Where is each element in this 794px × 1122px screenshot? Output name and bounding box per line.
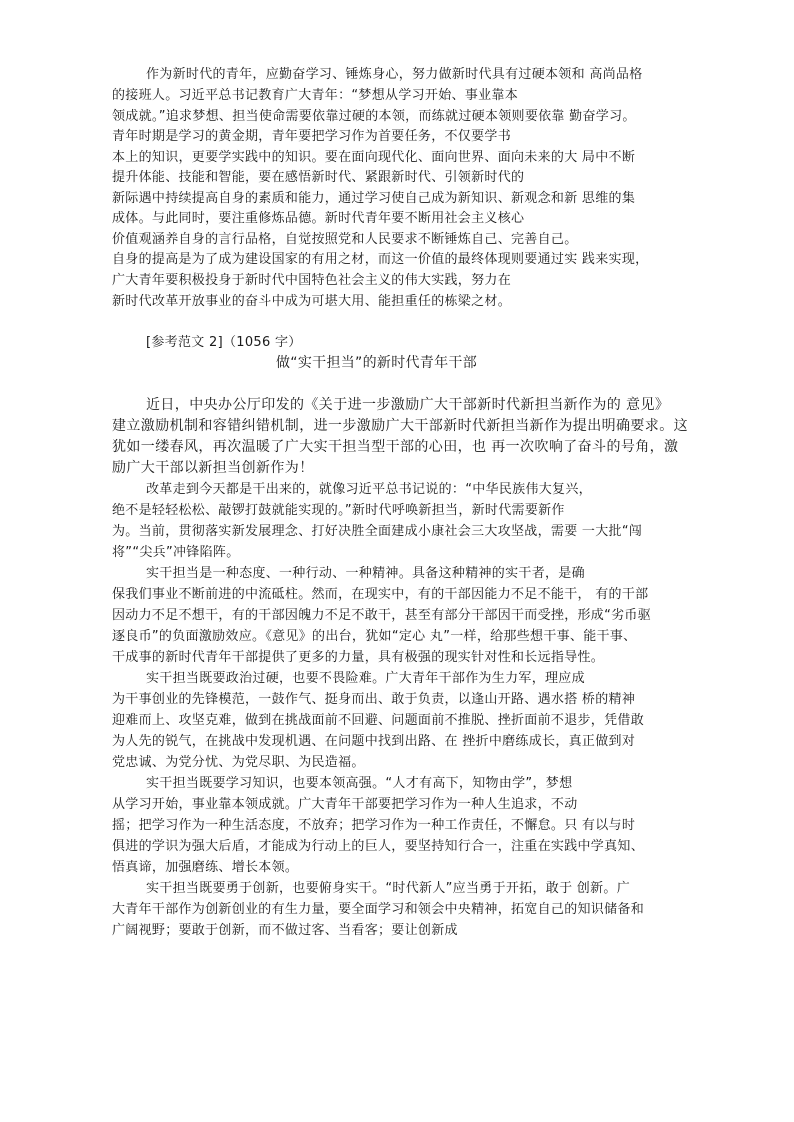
paragraph-line: 成体。与此同时，要注重修炼品德。新时代青年要不断用社会主义核心: [112, 211, 525, 226]
paragraph-line: 将”“尖兵”冲锋陷阵。: [112, 545, 240, 560]
paragraph-line: 的接班人。习近平总书记教育广大青年：“梦想从学习开始、事业靠本: [112, 88, 519, 103]
article-title: 做“实干担当”的新时代青年干部: [276, 355, 478, 371]
paragraph-line: 干成事的新时代青年干部提供了更多的力量，具有极强的现实针对性和长远指导性。: [112, 650, 605, 665]
paragraph-line: 建立激励机制和容错纠错机制，进一步激励广大干部新时代新担当新作为提出明确要求。这: [112, 418, 688, 434]
paragraph-line: 新际遇中持续提高自身的素质和能力，通过学习使自己成为新知识、新观念和新 思维的集: [112, 191, 636, 206]
paragraph-line: 实干担当既要学习知识，也要本领高强。“人才有高下，知物由学”，梦想: [146, 776, 573, 791]
paragraph-line: 实干担当既要政治过硬，也要不畏险难。广大青年干部作为生力军，理应成: [146, 671, 585, 686]
paragraph-line: 悟真谛，加强磨练、增长本领。: [112, 860, 299, 875]
paragraph-line: 犹如一缕春风，再次温暖了广大实干担当型干部的心田，也 再一次吹响了奋斗的号角，激: [112, 439, 679, 455]
paragraph-line: 本上的知识，更要学实践中的知识。要在面向现代化、面向世界、面向未来的大 局中不断: [112, 150, 636, 165]
paragraph-line: 自身的提高是为了成为建设国家的有用之材，而这一价值的最终体现则要通过实 践来实现，: [112, 252, 649, 267]
paragraph-line: 摇；把学习作为一种生活态度，不放弃；把学习作为一种工作责任，不懈怠。只 有以与时: [112, 818, 636, 833]
paragraph-line: 为人先的锐气，在挑战中发现机遇、在问题中找到出路、在 挫折中磨练成长，真正做到对: [112, 734, 636, 749]
paragraph-line: 广阔视野；要敢于创新，而不做过客、当看客；要让创新成: [112, 923, 458, 938]
paragraph-line: 价值观涵养自身的言行品格，自觉按照党和人民要求不断锤炼自己、完善自己。: [112, 232, 578, 247]
paragraph-line: 从学习开始，事业靠本领成就。广大青年干部要把学习作为一种人生追求，不动: [112, 797, 578, 812]
paragraph-line: 为干事创业的先锋模范，一鼓作气、挺身而出、敢于负责，以逢山开路、遇水搭 桥的精神: [112, 692, 636, 707]
paragraph-line: 实干担当既要勇于创新，也要俯身实干。“时代新人”应当勇于开拓，敢于 创新。广: [146, 881, 631, 896]
paragraph-line: 俱进的学识为强大后盾，才能成为行动上的巨人，要坚持知行合一，注重在实践中学真知、: [112, 839, 645, 854]
paragraph-line: 实干担当是一种态度、一种行动、一种精神。具备这种精神的实干者，是确: [146, 566, 585, 581]
paragraph-line: 青年时期是学习的黄金期，青年要把学习作为首要任务，不仅要学书: [112, 129, 512, 144]
paragraph-line: 提升体能、技能和智能，要在感悟新时代、紧跟新时代、引领新时代的: [112, 170, 525, 185]
paragraph-line: 保我们事业不断前进的中流砥柱。然而，在现实中，有的干部因能力不足不能干， 有的干部: [112, 587, 649, 602]
paragraph-line: 近日，中央办公厅印发的《关于进一步激励广大干部新时代新担当新作为的 意见》: [146, 397, 670, 413]
reference-label: [参考范文 2]（1056 字）: [146, 335, 302, 350]
paragraph-line: 大青年干部作为创新创业的有生力量，要全面学习和领会中央精神，拓宽自己的知识储备和: [112, 902, 645, 917]
paragraph-line: 逐良币”的负面激励效应。《意见》的出台，犹如“定心 丸”一样，给那些想干事、能干事、: [112, 629, 637, 644]
paragraph-line: 绝不是轻轻松松、敲锣打鼓就能实现的。”新时代呼唤新担当，新时代需要新作: [112, 503, 565, 518]
paragraph-line: 党忠诚、为党分忧、为党尽职、为民造福。: [112, 755, 365, 770]
paragraph-line: 励广大干部以新担当创新作为！: [112, 460, 314, 476]
paragraph-line: 广大青年要积极投身于新时代中国特色社会主义的伟大实践，努力在: [112, 273, 512, 288]
paragraph-line: 改革走到今天都是干出来的，就像习近平总书记说的：“中华民族伟大复兴，: [146, 482, 592, 497]
paragraph-line: 领成就。”追求梦想、担当使命需要依靠过硬的本领，而练就过硬本领则要依靠 勤奋学习。: [112, 109, 636, 124]
paragraph-line: 新时代改革开放事业的奋斗中成为可堪大用、能担重任的栋梁之材。: [112, 294, 512, 309]
paragraph-line: 因动力不足不想干，有的干部因魄力不足不敢干，甚至有部分干部因干而受挫，形成“劣币驱: [112, 608, 652, 623]
paragraph-line: 迎难而上、攻坚克难，做到在挑战面前不回避、问题面前不推脱、挫折面前不退步，凭借敢: [112, 713, 645, 728]
paragraph-line: 为。当前，贯彻落实新发展理念、打好决胜全面建成小康社会三大攻坚战，需要 一大批“闯: [112, 524, 643, 539]
paragraph-line: 作为新时代的青年，应勤奋学习、锤炼身心，努力做新时代具有过硬本领和 高尚品格: [146, 67, 643, 82]
